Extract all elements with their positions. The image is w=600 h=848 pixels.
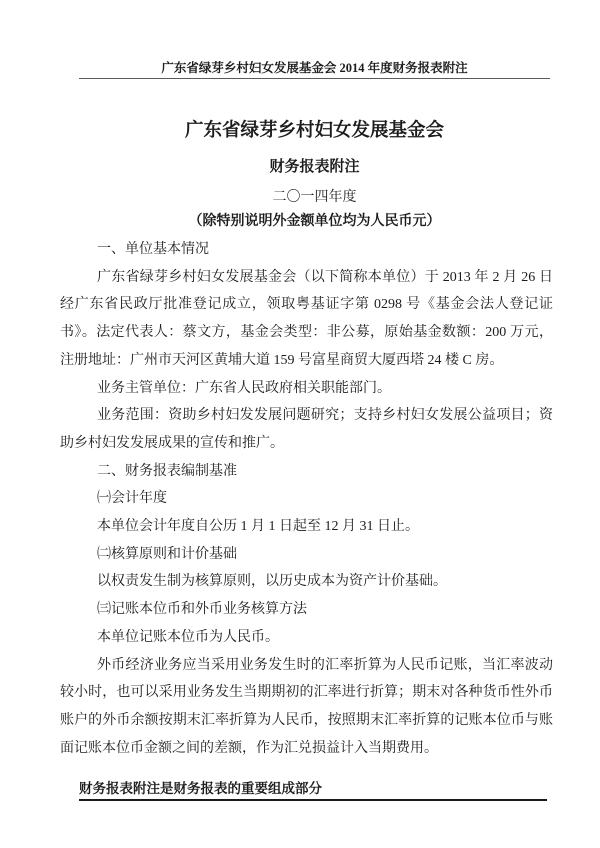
body-paragraph: ㈠会计年度 — [97, 491, 167, 507]
body-paragraph: 业务范围：资助乡村妇发发展问题研究；支持乡村妇女发展公益项目；资助乡村妇发发展成果的宣传和推广。 — [60, 408, 553, 451]
body-paragraph: 业务主管单位：广东省人民政府相关职能部门。 — [97, 380, 391, 396]
body-paragraph: 以权责发生制为核算原则，以历史成本为资产计价基础。 — [97, 574, 447, 590]
body-paragraph: 二、财务报表编制基准 — [97, 463, 237, 479]
running-header: 广东省绿芽乡村妇女发展基金会 2014 年度财务报表附注 — [79, 0, 550, 79]
body-paragraph: 外币经济业务应当采用业务发生时的汇率折算为人民币记账，当汇率波动较小时，也可以采用业务发生当期期初的汇率进行折算；期末对各种货币性外币账户的外币余额按期末汇率折算为人民币，按照期末汇率折算的记账本位币与账面记账本位币金额之间的差额，作为汇兑损益计入当期费用。 — [60, 657, 553, 756]
body-paragraph: ㈡核算原则和计价基础 — [97, 546, 237, 562]
fiscal-year: 二〇一四年度 — [272, 190, 357, 205]
page-title: 广东省绿芽乡村妇女发展基金会 — [184, 121, 444, 141]
document-body — [60, 236, 553, 762]
body-paragraph: 本单位会计年度自公历 1 月 1 日起至 12 月 31 日止。 — [97, 519, 419, 535]
body-paragraph: ㈢记账本位币和外币业务核算方法 — [97, 602, 307, 618]
body-paragraph: 一、单位基本情况 — [97, 242, 209, 257]
page-subtitle: 财务报表附注 — [269, 159, 360, 175]
footer-note: 财务报表附注是财务报表的重要组成部分 — [79, 780, 547, 801]
body-paragraph: 本单位记账本位币为人民币。 — [97, 629, 279, 645]
title-block — [79, 121, 550, 229]
currency-unit-note: （除特别说明外金额单位均为人民币元） — [188, 214, 441, 229]
body-paragraph: 广东省绿芽乡村妇女发展基金会（以下简称本单位）于 2013 年 2 月 26 日经广东省民政厅批准登记成立，领取粤基证字第 0298 号《基金会法人登记证书》。法定代表人：蔡文方，基金会类型：非公募，原始基金数额：200 万元，注册地址：广州市天河区黄埔大道 159 号富星商贸大厦西塔 24 楼 C 房。 — [60, 269, 553, 368]
